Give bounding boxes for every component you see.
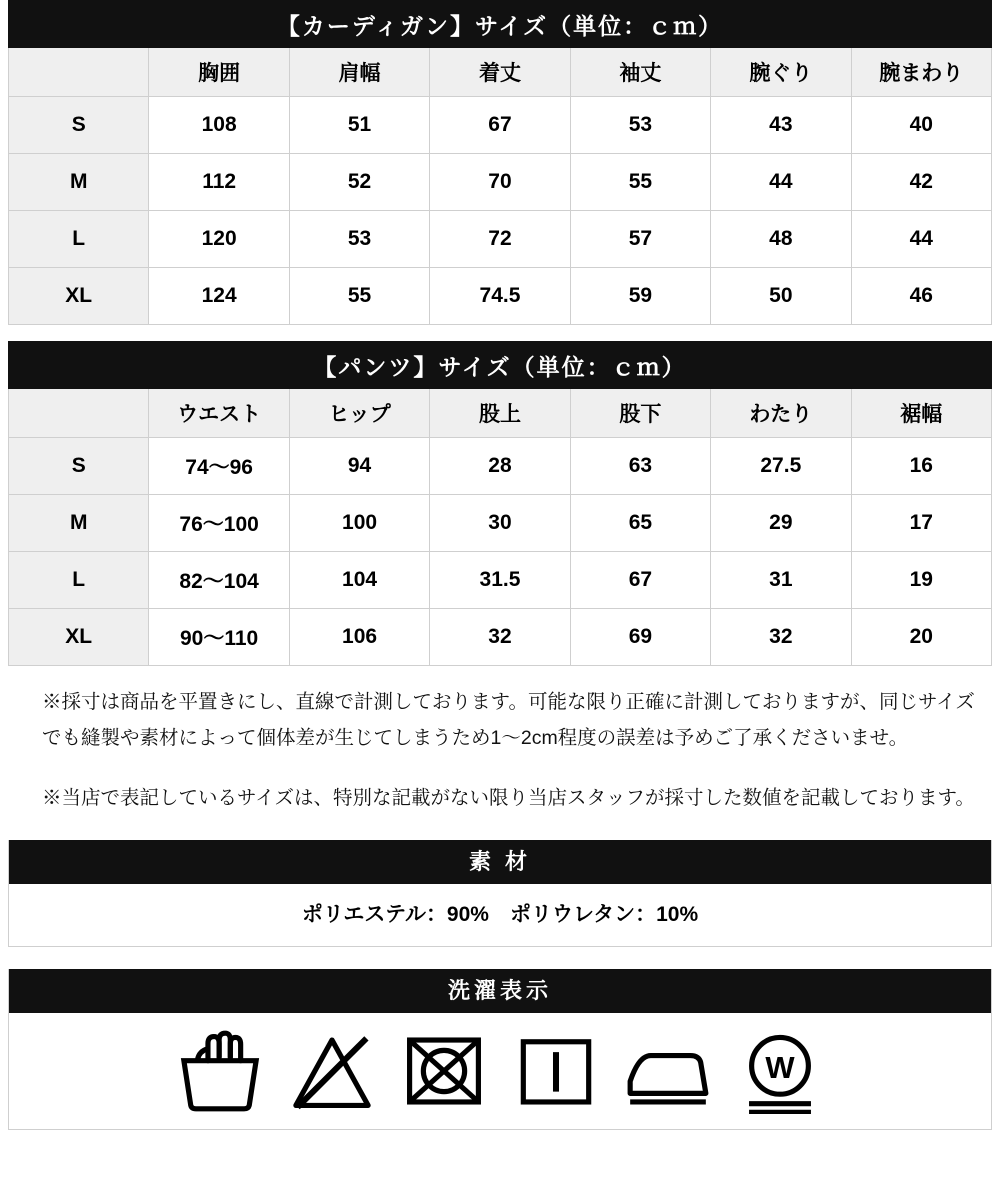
- pants-row-0-val-0: 74〜96: [149, 438, 289, 495]
- cardigan-size-table: [8, 0, 992, 325]
- pants-header-4: わたり: [711, 389, 851, 438]
- pants-header-5: 裾幅: [851, 389, 991, 438]
- table-row: [9, 552, 992, 609]
- pants-row-1-val-1: 100: [289, 495, 429, 552]
- pants-size-table: [8, 341, 992, 666]
- pants-row-2-val-2: 31.5: [430, 552, 570, 609]
- pants-row-1-val-5: 17: [851, 495, 991, 552]
- cardigan-header-corner: [9, 48, 149, 97]
- pants-row-2-val-0: 82〜104: [149, 552, 289, 609]
- pants-row-0-size: S: [9, 438, 149, 495]
- pants-row-3-val-0: 90〜110: [149, 609, 289, 666]
- no-bleach-icon: [289, 1028, 375, 1114]
- pants-row-3-val-1: 106: [289, 609, 429, 666]
- pants-row-3-val-4: 32: [711, 609, 851, 666]
- material-text: ポリエステル：90% ポリウレタン：10%: [9, 884, 991, 946]
- cardigan-row-3-val-2: 74.5: [430, 268, 570, 325]
- pants-table-title: 【パンツ】サイズ（単位：ｃｍ）: [9, 342, 992, 389]
- cardigan-table-title-row: [9, 1, 992, 48]
- pants-row-0-val-2: 28: [430, 438, 570, 495]
- block-gap: [8, 947, 992, 969]
- cardigan-row-3-val-0: 124: [149, 268, 289, 325]
- pants-row-2-val-4: 31: [711, 552, 851, 609]
- pants-row-3-val-2: 32: [430, 609, 570, 666]
- cardigan-header-1: 肩幅: [289, 48, 429, 97]
- pants-header-1: ヒップ: [289, 389, 429, 438]
- table-gap: [8, 325, 992, 341]
- cardigan-row-3-val-3: 59: [570, 268, 710, 325]
- iron-low-icon: [625, 1028, 711, 1114]
- table-row: [9, 97, 992, 154]
- pants-row-1-val-4: 29: [711, 495, 851, 552]
- pants-header-row: [9, 389, 992, 438]
- pants-row-3-val-3: 69: [570, 609, 710, 666]
- pants-row-3-size: XL: [9, 609, 149, 666]
- cardigan-row-1-val-2: 70: [430, 154, 570, 211]
- cardigan-row-0-size: S: [9, 97, 149, 154]
- wet-cleaning-icon: [737, 1028, 823, 1114]
- table-row: [9, 268, 992, 325]
- drip-dry-shade-icon: [513, 1028, 599, 1114]
- table-row: [9, 495, 992, 552]
- pants-row-2-size: L: [9, 552, 149, 609]
- wash-icon-row: [9, 1013, 991, 1129]
- cardigan-row-1-val-1: 52: [289, 154, 429, 211]
- svg-text:W: W: [765, 1050, 795, 1086]
- cardigan-row-1-val-3: 55: [570, 154, 710, 211]
- cardigan-header-3: 袖丈: [570, 48, 710, 97]
- no-tumble-dry-icon: [401, 1028, 487, 1114]
- cardigan-row-2-val-2: 72: [430, 211, 570, 268]
- pants-row-2-val-5: 19: [851, 552, 991, 609]
- pants-row-1-val-0: 76〜100: [149, 495, 289, 552]
- cardigan-table-title: 【カーディガン】サイズ（単位：ｃｍ）: [9, 1, 992, 48]
- cardigan-header-4: 腕ぐり: [711, 48, 851, 97]
- cardigan-header-5: 腕まわり: [851, 48, 991, 97]
- pants-header-corner: [9, 389, 149, 438]
- cardigan-header-2: 着丈: [430, 48, 570, 97]
- cardigan-header-0: 胸囲: [149, 48, 289, 97]
- note-0: ※採寸は商品を平置きにし、直線で計測しております。可能な限り正確に計測しておりますが、同じサイズでも縫製や素材によって個体差が生じてしまうため1〜2cm程度の誤差は予めご了承くださいませ。: [42, 691, 975, 750]
- pants-row-2-val-3: 67: [570, 552, 710, 609]
- table-row: [9, 438, 992, 495]
- cardigan-row-2-val-4: 48: [711, 211, 851, 268]
- pants-row-2-val-1: 104: [289, 552, 429, 609]
- pants-row-0-val-5: 16: [851, 438, 991, 495]
- cardigan-row-3-val-5: 46: [851, 268, 991, 325]
- material-block: [8, 840, 992, 947]
- pants-row-1-val-2: 30: [430, 495, 570, 552]
- table-row: [9, 609, 992, 666]
- cardigan-row-0-val-0: 108: [149, 97, 289, 154]
- hand-wash-icon: [177, 1028, 263, 1114]
- cardigan-row-2-val-0: 120: [149, 211, 289, 268]
- pants-header-3: 股下: [570, 389, 710, 438]
- cardigan-row-0-val-5: 40: [851, 97, 991, 154]
- cardigan-row-2-val-1: 53: [289, 211, 429, 268]
- pants-row-0-val-4: 27.5: [711, 438, 851, 495]
- cardigan-row-3-val-1: 55: [289, 268, 429, 325]
- cardigan-row-1-size: M: [9, 154, 149, 211]
- cardigan-row-0-val-2: 67: [430, 97, 570, 154]
- measurement-notes: [18, 684, 978, 816]
- pants-row-0-val-1: 94: [289, 438, 429, 495]
- pants-table-title-row: [9, 342, 992, 389]
- cardigan-row-0-val-1: 51: [289, 97, 429, 154]
- cardigan-row-2-size: L: [9, 211, 149, 268]
- cardigan-row-1-val-5: 42: [851, 154, 991, 211]
- cardigan-row-0-val-4: 43: [711, 97, 851, 154]
- cardigan-row-1-val-4: 44: [711, 154, 851, 211]
- table-row: [9, 154, 992, 211]
- wash-title: 洗濯表示: [9, 969, 991, 1013]
- material-title: 素 材: [9, 840, 991, 884]
- wash-block: [8, 969, 992, 1130]
- pants-header-2: 股上: [430, 389, 570, 438]
- pants-row-1-val-3: 65: [570, 495, 710, 552]
- pants-row-1-size: M: [9, 495, 149, 552]
- pants-header-0: ウエスト: [149, 389, 289, 438]
- cardigan-row-3-val-4: 50: [711, 268, 851, 325]
- cardigan-row-1-val-0: 112: [149, 154, 289, 211]
- note-1: ※当店で表記しているサイズは、特別な記載がない限り当店スタッフが採寸した数値を記載しております。: [42, 787, 975, 810]
- cardigan-row-2-val-5: 44: [851, 211, 991, 268]
- cardigan-row-3-size: XL: [9, 268, 149, 325]
- cardigan-row-0-val-3: 53: [570, 97, 710, 154]
- pants-row-3-val-5: 20: [851, 609, 991, 666]
- pants-row-0-val-3: 63: [570, 438, 710, 495]
- cardigan-row-2-val-3: 57: [570, 211, 710, 268]
- table-row: [9, 211, 992, 268]
- cardigan-header-row: [9, 48, 992, 97]
